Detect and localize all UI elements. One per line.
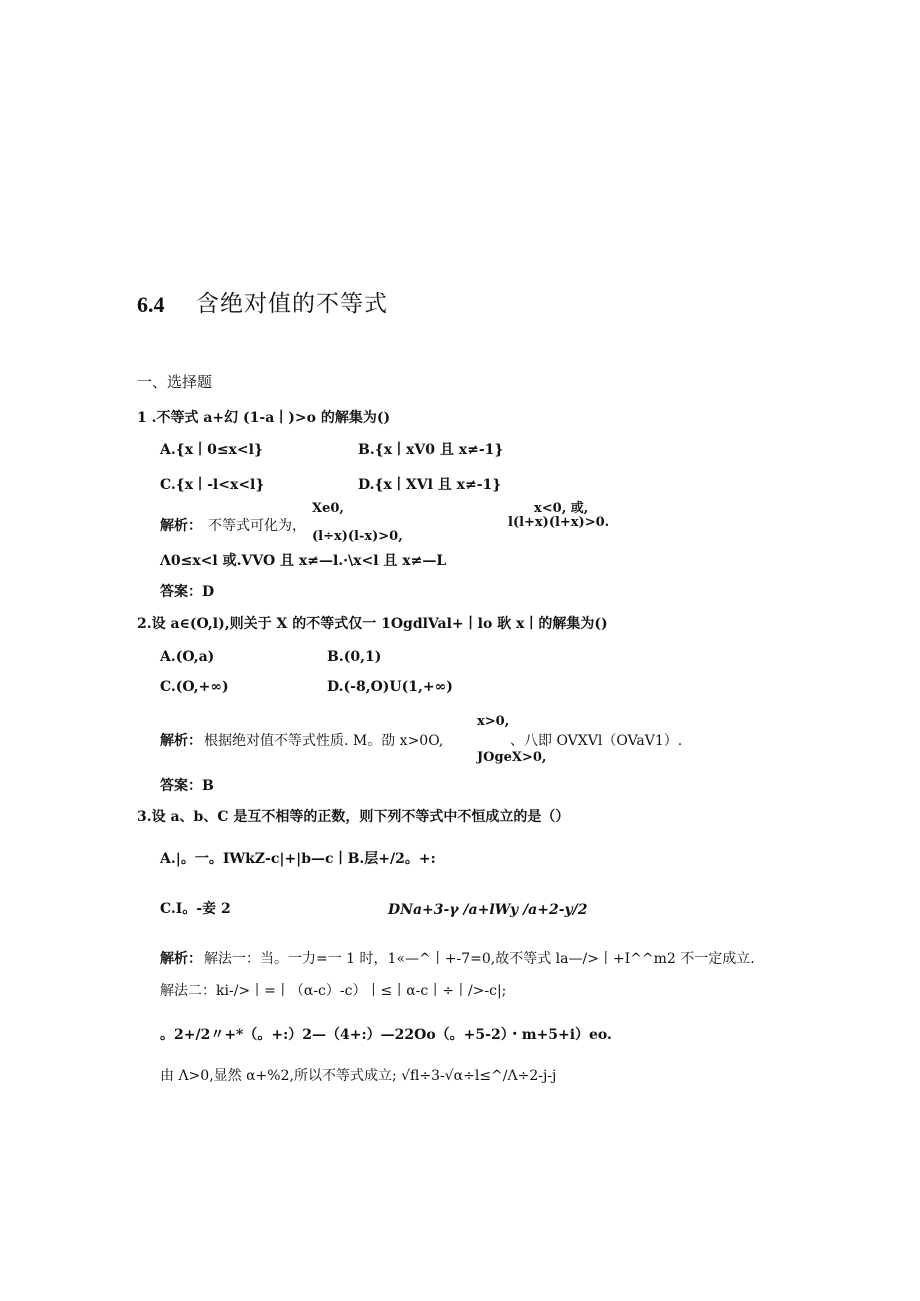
question-2-stem: 2.设 a∈(O,l),则关于 X 的不等式仅一 1OgdlVal+丨lo 耿 x丨的解集为() <box>137 616 608 632</box>
q2-analysis-tail: 、八即 OVXVl（OVaV1）. <box>510 733 683 749</box>
section-number: 6.4 <box>137 292 165 317</box>
q2-system-bottom: JOgeX>0, <box>477 750 547 765</box>
q1-option-b: B.{x丨xV0 且 x≠-1} <box>358 442 504 458</box>
q1-analysis-label: 解析： <box>160 518 202 534</box>
q3-analysis-method1: 解法一：当。一力=一 1 时，1«—^丨+-7=0,故不等式 la—/>丨+I^^m2 不一定成立. <box>204 951 755 967</box>
q2-analysis-label: 解析： <box>160 733 202 749</box>
q2-option-d: D.(-8,O)U(1,+∞) <box>327 679 453 695</box>
q1-system1-top: Xe0, <box>312 501 344 516</box>
q2-answer: 答案：B <box>160 778 214 794</box>
q2-option-b: B.(0,1) <box>327 649 382 665</box>
q3-analysis-line3: 。2+/2〃+*（。+:）2—（4+:）—22Oo（。+5-2）・m+5+i）eo. <box>160 1027 612 1043</box>
q2-analysis-text: 根据绝对值不等式性质. M。劭 x>0O, <box>204 733 444 749</box>
q2-option-a: A.(O,a) <box>160 649 215 665</box>
page-title: 含绝对值的不等式 <box>196 291 388 317</box>
section-heading: 一、选择题 <box>137 373 213 391</box>
q2-system-top: x>0, <box>477 714 510 729</box>
q3-analysis-line4: 由 Λ>0,显然 α+%2,所以不等式成立; √fl÷3-√α÷l≤^∕Λ÷2-j-j <box>160 1068 557 1084</box>
q1-conclusion: Λ0≤x<l 或.VVO 且 x≠—l.·\x<l 且 x≠—L <box>160 553 447 569</box>
q3-option-d: DNa+3-γ /a+lWy /a+2-y/2 <box>388 902 588 918</box>
q1-analysis-text: 不等式可化为， <box>208 518 306 534</box>
q1-option-c: C.{x丨-l<x<l} <box>160 477 265 493</box>
q1-system2-top: x<0, 或, <box>534 501 589 516</box>
q3-option-c: C.I。-妾 2 <box>160 901 231 917</box>
question-1-stem: 1 .不等式 a+幻 (1-a丨)>o 的解集为() <box>137 410 391 426</box>
q1-option-a: A.{x丨0≤x<l} <box>160 442 263 458</box>
question-3-stem: 3.设 a、b、C 是互不相等的正数，则下列不等式中不恒成立的是（） <box>137 809 570 825</box>
q1-system1-bottom: (l÷x)(l-x)>0, <box>312 529 403 544</box>
q3-analysis-method2: 解法二：ki-/>丨=丨（α-c）-c）丨≤丨α-c丨÷丨/>-c|; <box>160 983 507 999</box>
q3-analysis-label: 解析： <box>160 951 202 967</box>
q1-answer: 答案：D <box>160 584 215 600</box>
q1-option-d: D.{x丨XVl 且 x≠-1} <box>358 477 502 493</box>
q1-system2-bottom: l(l+x)(l+x)>0. <box>508 515 610 530</box>
q2-option-c: C.(O,+∞) <box>160 679 229 695</box>
q3-options-a-b: A.|。一。IWkZ-c|+|b—c丨B.层+/2。+: <box>160 851 436 867</box>
